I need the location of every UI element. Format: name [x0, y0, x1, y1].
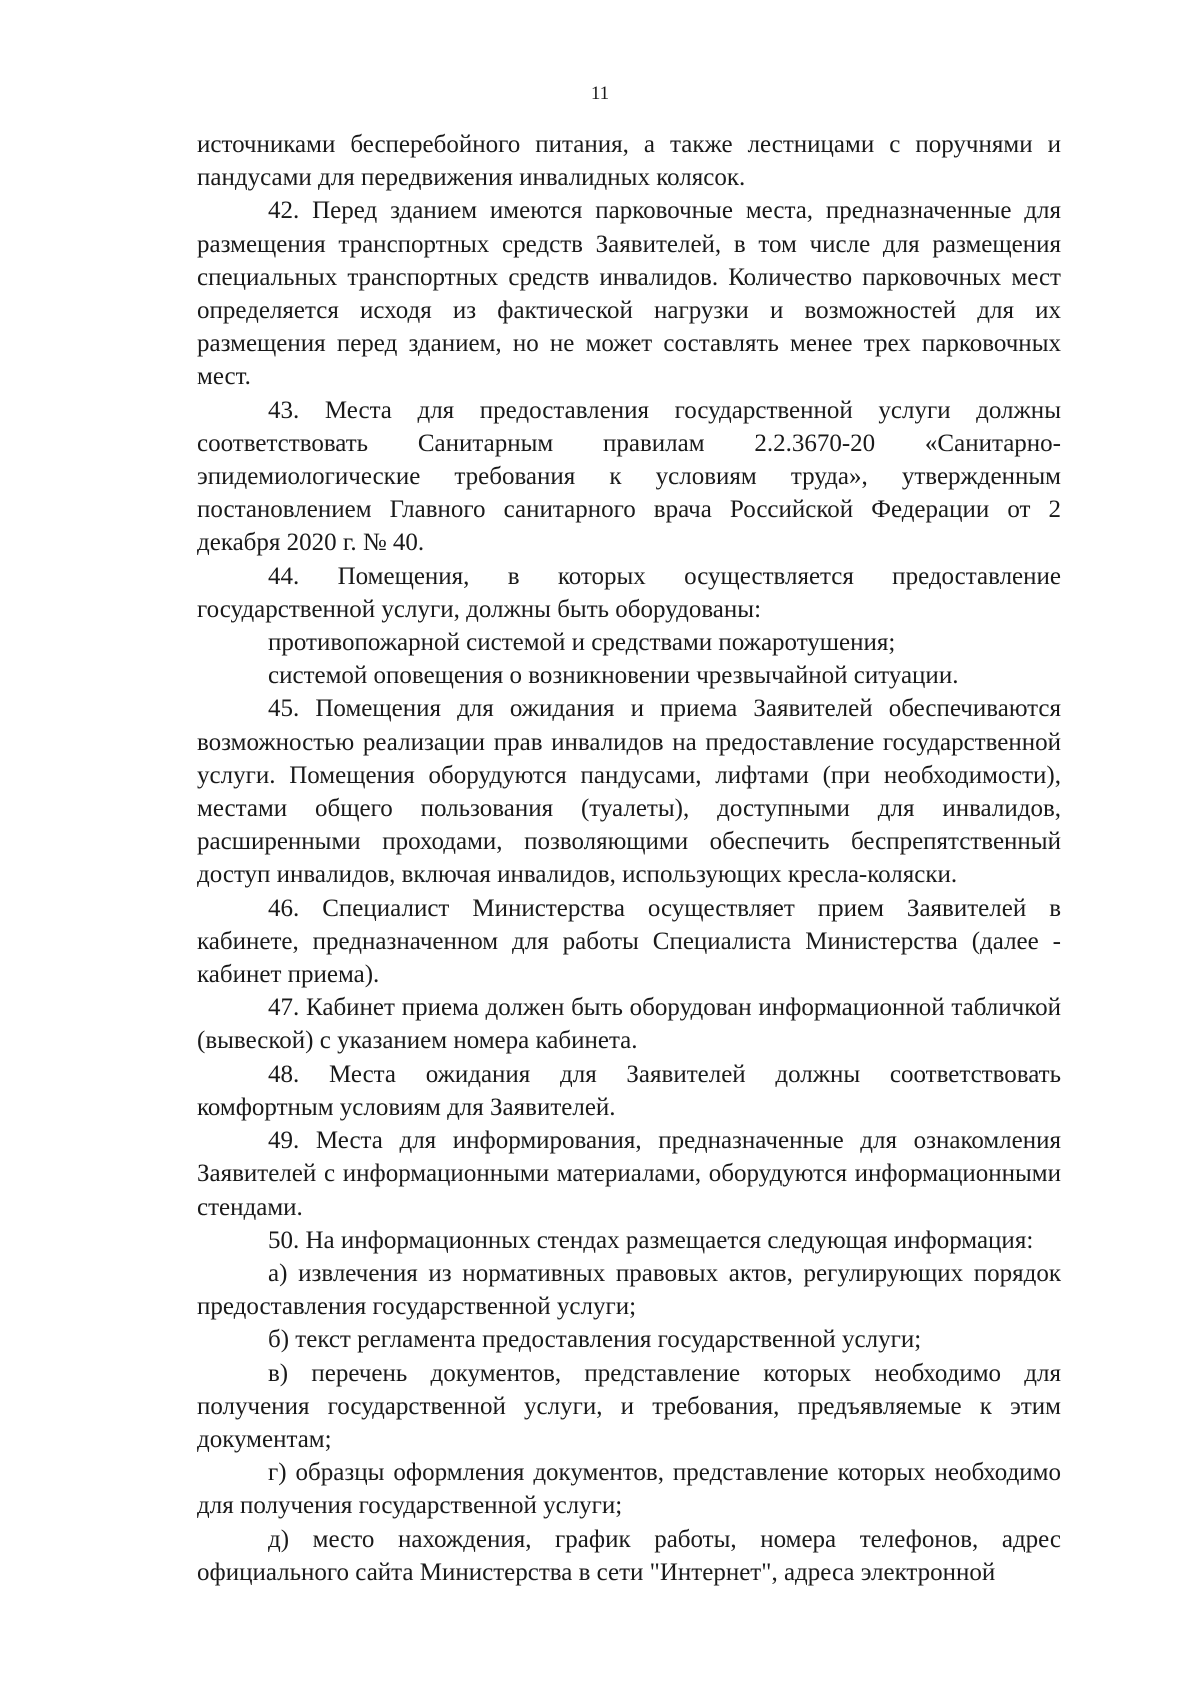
paragraph: 47. Кабинет приема должен быть оборудован информационной табличкой (вывеской) с указанием номера кабинета. — [197, 994, 1061, 1055]
paragraph: 42. Перед зданием имеются парковочные места, предназначенные для размещения транспортных средств Заявителей, в том числе для размещения специальных транспортных средств инвалидов. Количество парковочных мест определяется исходя из фактической нагрузки и возможностей для их размещения перед зданием, но не может составлять менее трех парковочных мест. — [197, 197, 1061, 391]
document-body — [197, 128, 1061, 1589]
paragraph: 48. Места ожидания для Заявителей должны соответствовать комфортным условиям для Заявителей. — [197, 1060, 1061, 1121]
paragraph: системой оповещения о возникновении чрезвычайной ситуации. — [268, 662, 959, 690]
paragraph: а) извлечения из нормативных правовых актов, регулирующих порядок предоставления государственной услуги; — [197, 1259, 1061, 1321]
paragraph: 46. Специалист Министерства осуществляет прием Заявителей в кабинете, предназначенном для работы Специалиста Министерства (далее - кабинет приема). — [197, 894, 1061, 989]
paragraph: 49. Места для информирования, предназначенные для ознакомления Заявителей с информационными материалами, оборудуются информационными стендами. — [197, 1127, 1061, 1221]
paragraph: источниками бесперебойного питания, а также лестницами с поручнями и пандусами для передвижения инвалидных колясок. — [197, 131, 1061, 192]
paragraph: г) образцы оформления документов, представление которых необходимо для получения государственной услуги; — [197, 1459, 1061, 1520]
paragraph: 44. Помещения, в которых осуществляется предоставление государственной услуги, должны быть оборудованы: — [197, 562, 1061, 623]
paragraph: 43. Места для предоставления государственной услуги должны соответствовать Санитарным правилам 2.2.3670-20 «Санитарно-эпидемиологические требования к условиям труда», утвержденным постановлением Главного санитарного врача Российской Федерации от 2 декабря 2020 г. № 40. — [197, 396, 1061, 557]
paragraph: в) перечень документов, представление которых необходимо для получения государственной услуги, и требования, предъявляемые к этим документам; — [197, 1359, 1061, 1453]
paragraph: б) текст регламента предоставления государственной услуги; — [268, 1326, 922, 1354]
page-number: 11 — [590, 83, 610, 104]
paragraph: 50. На информационных стендах размещается следующая информация: — [268, 1226, 1034, 1254]
paragraph: противопожарной системой и средствами пожаротушения; — [268, 629, 896, 657]
paragraph: д) место нахождения, график работы, номера телефонов, адрес официального сайта Министерства в сети "Интернет", адреса электронной — [197, 1525, 1061, 1586]
paragraph: 45. Помещения для ожидания и приема Заявителей обеспечиваются возможностью реализации прав инвалидов на предоставление государственной услуги. Помещения оборудуются пандусами, лифтами (при необходимости), местами общего пользования (туалеты), доступными для инвалидов, расширенными проходами, позволяющими обеспечить беспрепятственный доступ инвалидов, включая инвалидов, использующих кресла-коляски. — [197, 695, 1061, 889]
